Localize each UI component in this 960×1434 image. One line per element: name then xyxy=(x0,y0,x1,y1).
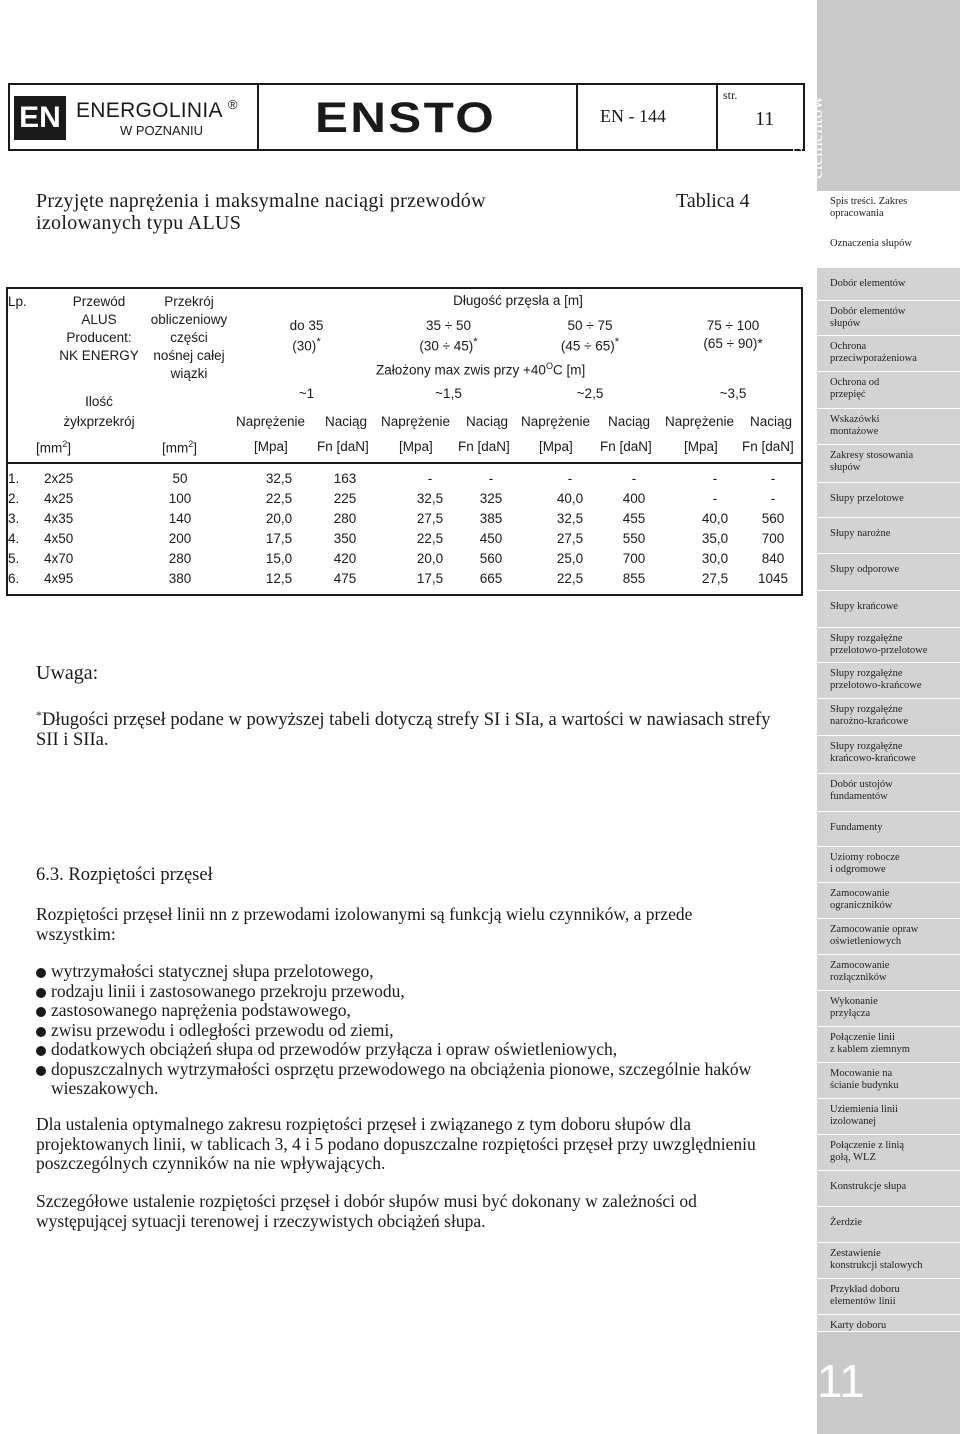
row-value: 455 xyxy=(622,511,646,526)
header-stress-1: Naprężenie xyxy=(236,414,306,429)
sidebar-item-połączenie-z-linią-gołą-wlz[interactable] xyxy=(817,1135,960,1170)
unit-mm2-b: $[mm^2]$ xyxy=(162,439,198,456)
row-value: 27,5 xyxy=(556,531,584,546)
sidebar-item-label: Konstrukcje słupa xyxy=(830,1181,907,1192)
sidebar-item-słupy-rozgałęźne-narożno-krańcowe[interactable] xyxy=(817,699,960,735)
sidebar-item-label: Słupy narożne xyxy=(830,528,891,539)
energolinia-logo: EN xyxy=(14,96,66,140)
row-lp: 5. xyxy=(8,551,20,566)
sidebar-item-label: Zakresy stosowania xyxy=(830,450,914,461)
row-value: - xyxy=(488,471,494,486)
page-label: str. xyxy=(723,88,738,102)
row-value: 17,5 xyxy=(416,571,444,586)
row-value: - xyxy=(770,491,776,506)
factor-list xyxy=(36,962,776,1099)
row-value: - xyxy=(631,471,637,486)
row-value: 25,0 xyxy=(556,551,584,566)
row-value: 560 xyxy=(761,511,785,526)
row-lp: 3. xyxy=(8,511,20,526)
sidebar-item-słupy-krańcowe[interactable] xyxy=(817,591,960,627)
document-header xyxy=(8,83,805,151)
sidebar-item-spis-treści-zakres-opracowania[interactable] xyxy=(817,191,960,227)
sidebar-item-słupy-narożne[interactable] xyxy=(817,518,960,553)
sidebar-item-label: ścianie budynku xyxy=(830,1079,899,1091)
sidebar-item-label: Żerdzie xyxy=(830,1217,863,1228)
sidebar-item-słupy-rozgałęźne-przelotowo-przelotowe[interactable] xyxy=(817,628,960,662)
row-value: - xyxy=(712,471,718,486)
sidebar-item-label: przelotowo-krańcowe xyxy=(830,679,922,691)
sidebar-item-label: krańcowo-krańcowe xyxy=(830,752,916,764)
row-value: 22,5 xyxy=(556,571,584,586)
sidebar-item-label: Spis treści. Zakres xyxy=(830,196,908,207)
row-section: 140 xyxy=(168,511,192,526)
sidebar-item-label: Połączenie linii xyxy=(830,1032,896,1043)
sidebar-item-label: przyłącza xyxy=(830,1007,871,1019)
sidebar-item-label: słupów xyxy=(830,317,861,329)
sidebar-item-label: z kablem ziemnym xyxy=(830,1043,910,1055)
row-value: 32,5 xyxy=(416,491,444,506)
section-intro: Rozpiętości przęseł linii nn z przewodami izolowanymi są funkcją wielu czynników, a przede wszystkim: xyxy=(36,904,693,944)
sidebar-item-label: Fundamenty xyxy=(830,822,883,833)
sidebar-item-label: i odgromowe xyxy=(830,863,886,875)
chapter-title: Dobór elementów xyxy=(786,95,827,179)
row-value: 163 xyxy=(333,471,357,486)
sidebar-item-label: przeciwporażeniowa xyxy=(830,352,917,364)
sidebar-item-label: Przykład doboru xyxy=(830,1284,900,1295)
span-range-3: 50 ÷ 75 (45 ÷ 65)* xyxy=(560,318,620,354)
list-item: wytrzymałości statycznej słupa przelotowego, xyxy=(36,962,776,982)
sidebar-item-label: Oznaczenia słupów xyxy=(830,238,912,249)
sidebar-item-label: Uziemienia linii xyxy=(830,1104,898,1115)
span-range-4: 75 ÷ 100 (65 ÷ 90)* xyxy=(703,318,763,351)
header-tension-4: Naciąg xyxy=(750,414,793,429)
sidebar-item-fundamenty[interactable] xyxy=(817,812,960,846)
sidebar-item-label: fundamentów xyxy=(830,790,888,802)
sidebar-item-zestawienie-konstrukcji-stalowych[interactable] xyxy=(817,1243,960,1278)
header-tension-3: Naciąg xyxy=(608,414,651,429)
sidebar-item-label: gołą, WLZ xyxy=(830,1151,876,1163)
list-item: dodatkowych obciążeń słupa od przewodów przyłącza i opraw oświetleniowych, xyxy=(36,1040,776,1060)
row-value: 420 xyxy=(333,551,357,566)
row-value: 1045 xyxy=(757,571,789,586)
sag-4: ~3,5 xyxy=(719,386,747,401)
org-name: ENERGOLINIA ® xyxy=(76,97,238,122)
header-tension-2: Naciąg xyxy=(466,414,509,429)
page-title: Przyjęte naprężenia i maksymalne naciągi przewodów izolowanych typu ALUS xyxy=(36,190,486,234)
row-cable: 4x70 xyxy=(44,551,74,566)
row-value: - xyxy=(770,471,776,486)
sidebar-item-label: elementów linii xyxy=(830,1295,896,1307)
row-value: - xyxy=(567,471,573,486)
header-section: Przekrój obliczeniowy części nośnej całej wiązki xyxy=(150,294,228,381)
sidebar-item-label: rozłączników xyxy=(830,971,887,983)
sidebar-item-label: Dobór elementów xyxy=(830,278,906,289)
unit-fn-4: Fn [daN] xyxy=(742,439,794,454)
sidebar-item-label: ograniczników xyxy=(830,899,893,911)
unit-mpa-3: [Mpa] xyxy=(539,439,573,454)
sidebar-item-label: Dobór elementów xyxy=(830,306,906,317)
document-number: EN - 144 xyxy=(600,106,666,126)
sidebar-item-label: Uziomy robocze xyxy=(830,852,900,863)
row-value: 475 xyxy=(333,571,357,586)
row-value: 20,0 xyxy=(265,511,293,526)
sidebar-item-uziomy-robocze-i-odgromowe[interactable] xyxy=(817,847,960,882)
section-title: 6.3. Rozpiętości przęseł xyxy=(36,865,213,885)
row-value: 280 xyxy=(333,511,357,526)
row-section: 280 xyxy=(168,551,192,566)
sidebar-item-label: przelotowo-przelotowe xyxy=(830,644,928,656)
header-stress-2: Naprężenie xyxy=(381,414,451,429)
sidebar-item-label: opracowania xyxy=(830,207,884,219)
header-stress-3: Naprężenie xyxy=(521,414,591,429)
sidebar-item-oznaczenia-słupów[interactable] xyxy=(817,228,960,267)
header-tension-1: Naciąg xyxy=(325,414,368,429)
sidebar-item-label: montażowe xyxy=(830,425,879,437)
row-value: 22,5 xyxy=(416,531,444,546)
row-section: 200 xyxy=(168,531,192,546)
sidebar-item-słupy-rozgałęźne-krańcowo-krańcowe[interactable] xyxy=(817,736,960,773)
sidebar-item-słupy-rozgałęźne-przelotowo-krańcowe[interactable] xyxy=(817,663,960,698)
row-cable: 4x95 xyxy=(44,571,74,586)
sidebar-item-label: słupów xyxy=(830,461,861,473)
sidebar-item-label: Ochrona xyxy=(830,341,867,352)
row-value: 560 xyxy=(479,551,503,566)
sidebar-item-połączenie-linii-z-kablem-ziemnym[interactable] xyxy=(817,1027,960,1062)
sidebar-item-label: Zamocowanie opraw xyxy=(830,924,919,935)
note-text: *Długości przęseł podane w powyższej tabeli dotyczą strefy SI i SIa, a wartości w nawiasach strefy SII i SIIa. xyxy=(36,708,771,750)
row-value: 450 xyxy=(479,531,503,546)
list-item: zwisu przewodu i odległości przewodu od ziemi, xyxy=(36,1021,776,1041)
sidebar-item-zamocowanie-ograniczników[interactable] xyxy=(817,883,960,918)
header-span-length: Długość przęsła a [m] xyxy=(453,293,583,308)
sag-1: ~1 xyxy=(298,386,315,401)
row-value: - xyxy=(712,491,718,506)
chapter-number: 11 xyxy=(817,1355,865,1407)
row-value: 30,0 xyxy=(701,551,729,566)
row-value: 550 xyxy=(622,531,646,546)
sidebar-item-słupy-odporowe[interactable] xyxy=(817,554,960,590)
row-value: 665 xyxy=(479,571,503,586)
page-number: 11 xyxy=(755,108,775,130)
sidebar-item-label: Słupy rozgałęźne xyxy=(830,668,903,679)
unit-fn-1: Fn [daN] xyxy=(317,439,369,454)
header-cable: Przewód ALUS Producent: NK ENERGY xyxy=(59,294,139,363)
sidebar-item-żerdzie[interactable] xyxy=(817,1207,960,1242)
row-value: 40,0 xyxy=(701,511,729,526)
tension-table xyxy=(0,287,808,597)
unit-fn-3: Fn [daN] xyxy=(600,439,652,454)
row-value: 12,5 xyxy=(265,571,293,586)
row-value: 855 xyxy=(622,571,646,586)
sidebar-item-label: Zamocowanie xyxy=(830,960,890,971)
unit-mm2-a: $[mm^2]$ xyxy=(36,439,72,456)
sidebar-item-label: Zamocowanie xyxy=(830,888,890,899)
row-section: 380 xyxy=(168,571,192,586)
sidebar-item-label: Mocowanie na xyxy=(830,1068,893,1079)
sidebar-item-konstrukcje-słupa[interactable] xyxy=(817,1171,960,1206)
sidebar-item-dobór-elementów[interactable] xyxy=(817,268,960,300)
sidebar-item-label: Ochrona od xyxy=(830,377,880,388)
sidebar-item-dobór-elementów-słupów[interactable] xyxy=(817,301,960,335)
row-value: 400 xyxy=(622,491,646,506)
sidebar-item-label: Słupy rozgałęźne xyxy=(830,704,903,715)
sidebar-item-label: narożno-krańcowe xyxy=(830,715,909,727)
sidebar-item-karty-doboru-osprzętu[interactable] xyxy=(817,1315,960,1331)
section-paragraph-3: Szczegółowe ustalenie rozpiętości przęseł i dobór słupów musi być dokonany w zależności od występującej sytuacji terenowej i rzeczywistych obciążeń słupa. xyxy=(36,1191,697,1231)
row-value: 840 xyxy=(761,551,785,566)
row-value: 700 xyxy=(761,531,785,546)
sidebar-item-dobór-ustojów-fundamentów[interactable] xyxy=(817,774,960,811)
row-value: - xyxy=(427,471,433,486)
sidebar-item-zamocowanie-rozłączników[interactable] xyxy=(817,955,960,990)
header-lp: Lp. xyxy=(8,294,27,309)
row-value: 325 xyxy=(479,491,503,506)
row-value: 40,0 xyxy=(556,491,584,506)
unit-fn-2: Fn [daN] xyxy=(458,439,510,454)
span-range-1: do 35 (30)* xyxy=(289,318,324,354)
row-value: 15,0 xyxy=(265,551,293,566)
sidebar-item-uziemienia-linii-izolowanej[interactable] xyxy=(817,1099,960,1134)
sidebar-item-label: Słupy rozgałęźne xyxy=(830,741,903,752)
row-value: 17,5 xyxy=(265,531,293,546)
sidebar-item-zakresy-stosowania-słupów[interactable] xyxy=(817,445,960,482)
row-cable: 4x50 xyxy=(44,531,74,546)
chapter-number-tab xyxy=(817,1332,960,1434)
chapter-tab xyxy=(786,0,960,191)
table-label: Tablica 4 xyxy=(676,190,750,212)
sidebar-item-label: konstrukcji stalowych xyxy=(830,1259,923,1271)
unit-mpa-1: [Mpa] xyxy=(254,439,288,454)
sidebar-item-mocowanie-na-ścianie-budynku[interactable] xyxy=(817,1063,960,1098)
sidebar-item-słupy-przelotowe[interactable] xyxy=(817,483,960,517)
row-value: 20,0 xyxy=(416,551,444,566)
sidebar-item-wskazówki-montażowe[interactable] xyxy=(817,409,960,444)
sidebar-item-label: Słupy rozgałęźne xyxy=(830,633,903,644)
header-stress-4: Naprężenie xyxy=(665,414,735,429)
row-lp: 4. xyxy=(8,531,20,546)
sidebar-item-label: Dobór ustojów xyxy=(830,779,893,790)
row-value: 700 xyxy=(622,551,646,566)
note-heading: Uwaga: xyxy=(36,662,99,684)
sidebar-item-label: Karty doboru xyxy=(830,1320,887,1331)
section-paragraph-2: Dla ustalenia optymalnego zakresu rozpiętości przęseł i związanego z tym doboru słupów dla projektowanych linii, w tablicach 3, 4 i 5 podano dopuszczalne rozpiętości przęseł przy uwzględnieniu poszczególnych czynników na nie wpływających. xyxy=(36,1114,756,1173)
row-value: 35,0 xyxy=(701,531,729,546)
sidebar-item-ochrona-przeciwporażeniowa[interactable] xyxy=(817,336,960,371)
row-value: 225 xyxy=(333,491,357,506)
row-cable: 2x25 xyxy=(44,471,74,486)
sidebar-item-label: izolowanej xyxy=(830,1115,877,1127)
row-value: 22,5 xyxy=(265,491,293,506)
row-value: 32,5 xyxy=(265,471,293,486)
sag-3: ~2,5 xyxy=(576,386,604,401)
sidebar-item-label: przepięć xyxy=(830,388,866,400)
row-section: 50 xyxy=(172,471,188,486)
row-lp: 2. xyxy=(8,491,20,506)
sidebar-item-label: oświetleniowych xyxy=(830,935,902,947)
row-lp: 1. xyxy=(8,471,20,486)
sidebar-nav xyxy=(817,191,960,1332)
header-cores: Ilość żyłxprzekrój xyxy=(63,394,135,429)
row-value: 27,5 xyxy=(701,571,729,586)
sidebar-item-label: Wskazówki xyxy=(830,414,880,425)
list-item: zastosowanego naprężenia podstawowego, xyxy=(36,1001,776,1021)
sidebar-item-label: Słupy odporowe xyxy=(830,564,900,575)
sidebar-item-label: Zestawienie xyxy=(830,1248,881,1259)
sidebar-item-label: Połączenie z linią xyxy=(830,1140,905,1151)
row-value: 27,5 xyxy=(416,511,444,526)
unit-mpa-4: [Mpa] xyxy=(684,439,718,454)
row-value: 32,5 xyxy=(556,511,584,526)
sag-2: ~1,5 xyxy=(435,386,462,401)
sidebar-item-label: Słupy krańcowe xyxy=(830,601,898,612)
org-city: W POZNANIU xyxy=(120,123,204,138)
header-max-sag: Założony max zwis przy $+40^OC$ [m] xyxy=(376,361,586,378)
unit-mpa-2: [Mpa] xyxy=(399,439,433,454)
sidebar-item-ochrona-od-przepięć[interactable] xyxy=(817,372,960,408)
sidebar-item-label: Słupy przelotowe xyxy=(830,493,904,504)
ensto-logo: ENSTO xyxy=(315,94,496,142)
sidebar-item-label: Wykonanie xyxy=(830,996,878,1007)
list-item: rodzaju linii i zastosowanego przekroju przewodu, xyxy=(36,982,776,1002)
row-value: 350 xyxy=(333,531,357,546)
sidebar-item-zamocowanie-opraw-oświetleniowych[interactable] xyxy=(817,919,960,954)
row-cable: 4x25 xyxy=(44,491,74,506)
sidebar-item-wykonanie-przyłącza[interactable] xyxy=(817,991,960,1026)
row-lp: 6. xyxy=(8,571,20,586)
list-item: dopuszczalnych wytrzymałości osprzętu przewodowego na obciążenia pionowe, szczególnie haków wieszakowych. xyxy=(36,1060,776,1099)
sidebar-item-przykład-doboru-elementów-linii[interactable] xyxy=(817,1279,960,1314)
row-value: 385 xyxy=(479,511,503,526)
row-cable: 4x35 xyxy=(44,511,74,526)
row-section: 100 xyxy=(168,491,192,506)
span-range-2: 35 ÷ 50 (30 ÷ 45)* xyxy=(419,318,478,354)
